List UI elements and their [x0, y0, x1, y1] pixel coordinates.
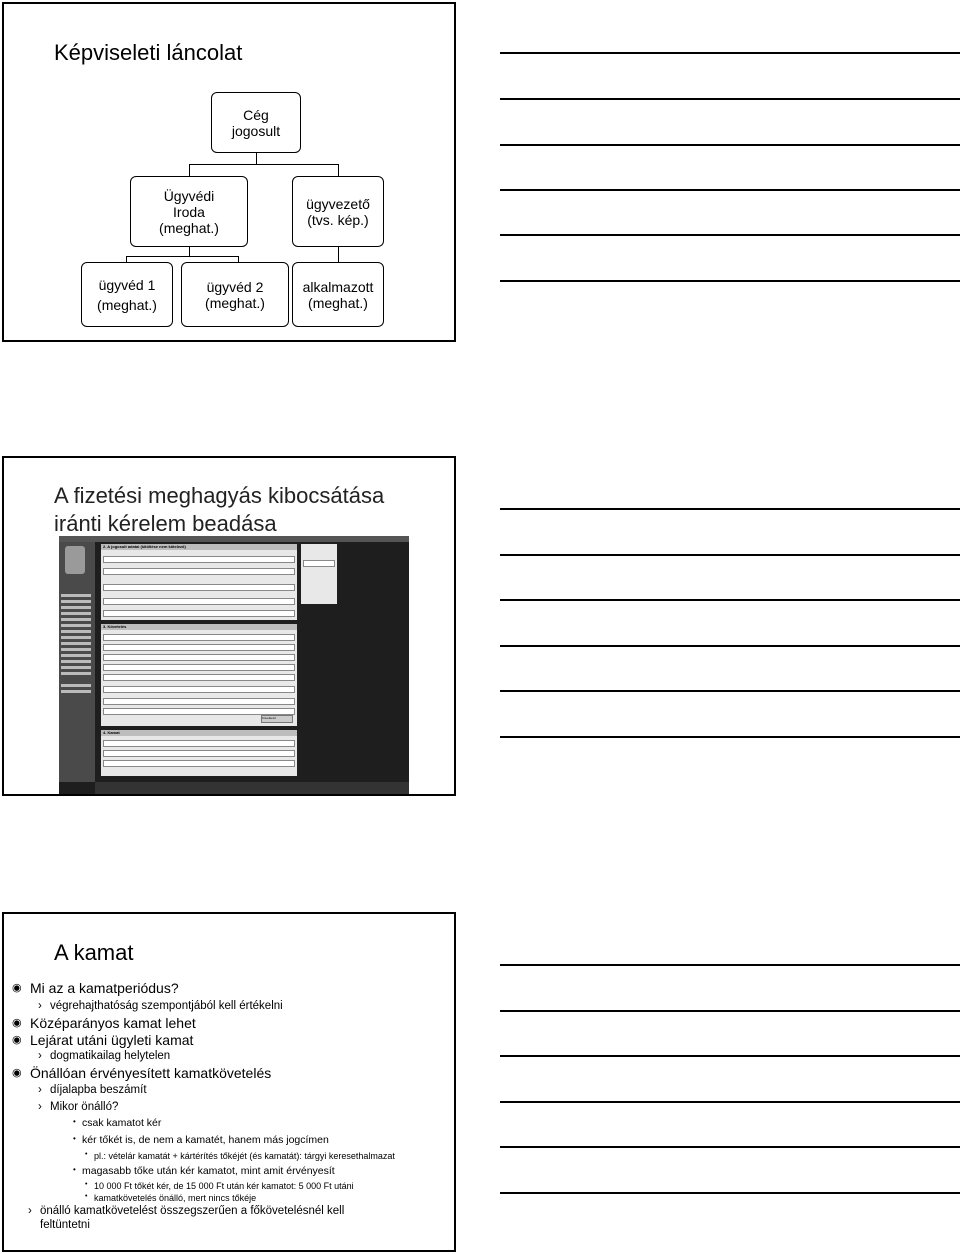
- org-box-root: Cég jogosult: [211, 92, 301, 153]
- bullet-item: • kér tőkét is, de nem a kamatét, hanem más jogcímen: [82, 1134, 329, 1146]
- form-side-panel: [301, 544, 337, 604]
- bullet-item: › Mikor önálló?: [50, 1101, 118, 1113]
- connector: [189, 164, 190, 176]
- bullet-item: › önálló kamatkövetelést összegszerűen a főkövetelésnél kell: [40, 1205, 344, 1217]
- connector: [189, 164, 339, 165]
- bullet-item-continued: • kamatkövetelés önálló, mert nincs tőkéje: [94, 1193, 256, 1203]
- org-box-lawyer-2: ügyvéd 2 (meghat.): [181, 262, 289, 327]
- bullet-item: • 10 000 Ft tőkét kér, de 15 000 Ft után kér kamatot: 5 000 Ft utáni: [94, 1181, 354, 1191]
- next-button[interactable]: Következő: [261, 715, 293, 723]
- slide-2-title: A fizetési meghagyás kibocsátása iránti kérelem beadása: [54, 483, 385, 536]
- form-panel-claim: 3. Követelés Következő: [101, 624, 297, 726]
- bullet-item: ◉ Önállóan érvényesített kamatkövetelés: [30, 1065, 271, 1081]
- bullet-item: › dogmatikailag helytelen: [50, 1050, 170, 1062]
- org-box-lawyer-1: ügyvéd 1 (meghat.): [81, 262, 173, 327]
- slide-3-title: A kamat: [54, 940, 134, 965]
- bullet-item: › díjalapba beszámít: [50, 1084, 147, 1096]
- slide-3: [2, 912, 456, 1252]
- bullet-item: ◉ Középarányos kamat lehet: [30, 1015, 196, 1031]
- org-box-manager: ügyvezető (tvs. kép.): [292, 176, 384, 247]
- bullet-item: • pl.: vételár kamatát + kártérítés tőkéjét (és kamatát): tárgyi keresethalmazat: [94, 1151, 395, 1161]
- connector: [126, 256, 239, 257]
- screenshot-footer: [95, 782, 409, 794]
- bullet-item: ◉ Mi az a kamatperiódus?: [30, 980, 179, 996]
- coat-of-arms-icon: [65, 546, 85, 574]
- bullet-item: • csak kamatot kér: [82, 1117, 161, 1129]
- screenshot-sidebar: [59, 542, 95, 782]
- form-screenshot: [59, 536, 409, 794]
- bullet-item: ◉ Lejárat utáni ügyleti kamat: [30, 1032, 193, 1048]
- slide-1: [2, 2, 456, 342]
- screenshot-topbar: [59, 536, 409, 542]
- connector: [189, 247, 190, 256]
- org-box-law-firm: Ügyvédi Iroda (meghat.): [130, 176, 248, 247]
- slide-2: [2, 456, 456, 796]
- bullet-item-continued: feltüntetni: [40, 1219, 90, 1231]
- bullet-item: • magasabb tőke után kér kamatot, mint amit érvényesít: [82, 1165, 335, 1177]
- org-box-employee: alkalmazott (meghat.): [292, 262, 384, 327]
- form-panel-creditor: 2. A jogosult adatai (kitöltése nem kötelező): [101, 544, 297, 620]
- connector: [338, 247, 339, 262]
- bullet-item: › végrehajthatóság szempontjából kell értékelni: [50, 1000, 283, 1012]
- connector: [338, 164, 339, 176]
- form-panel-interest: 4. Kamat: [101, 730, 297, 776]
- connector: [256, 153, 257, 164]
- slide-1-title: Képviseleti láncolat: [54, 40, 243, 65]
